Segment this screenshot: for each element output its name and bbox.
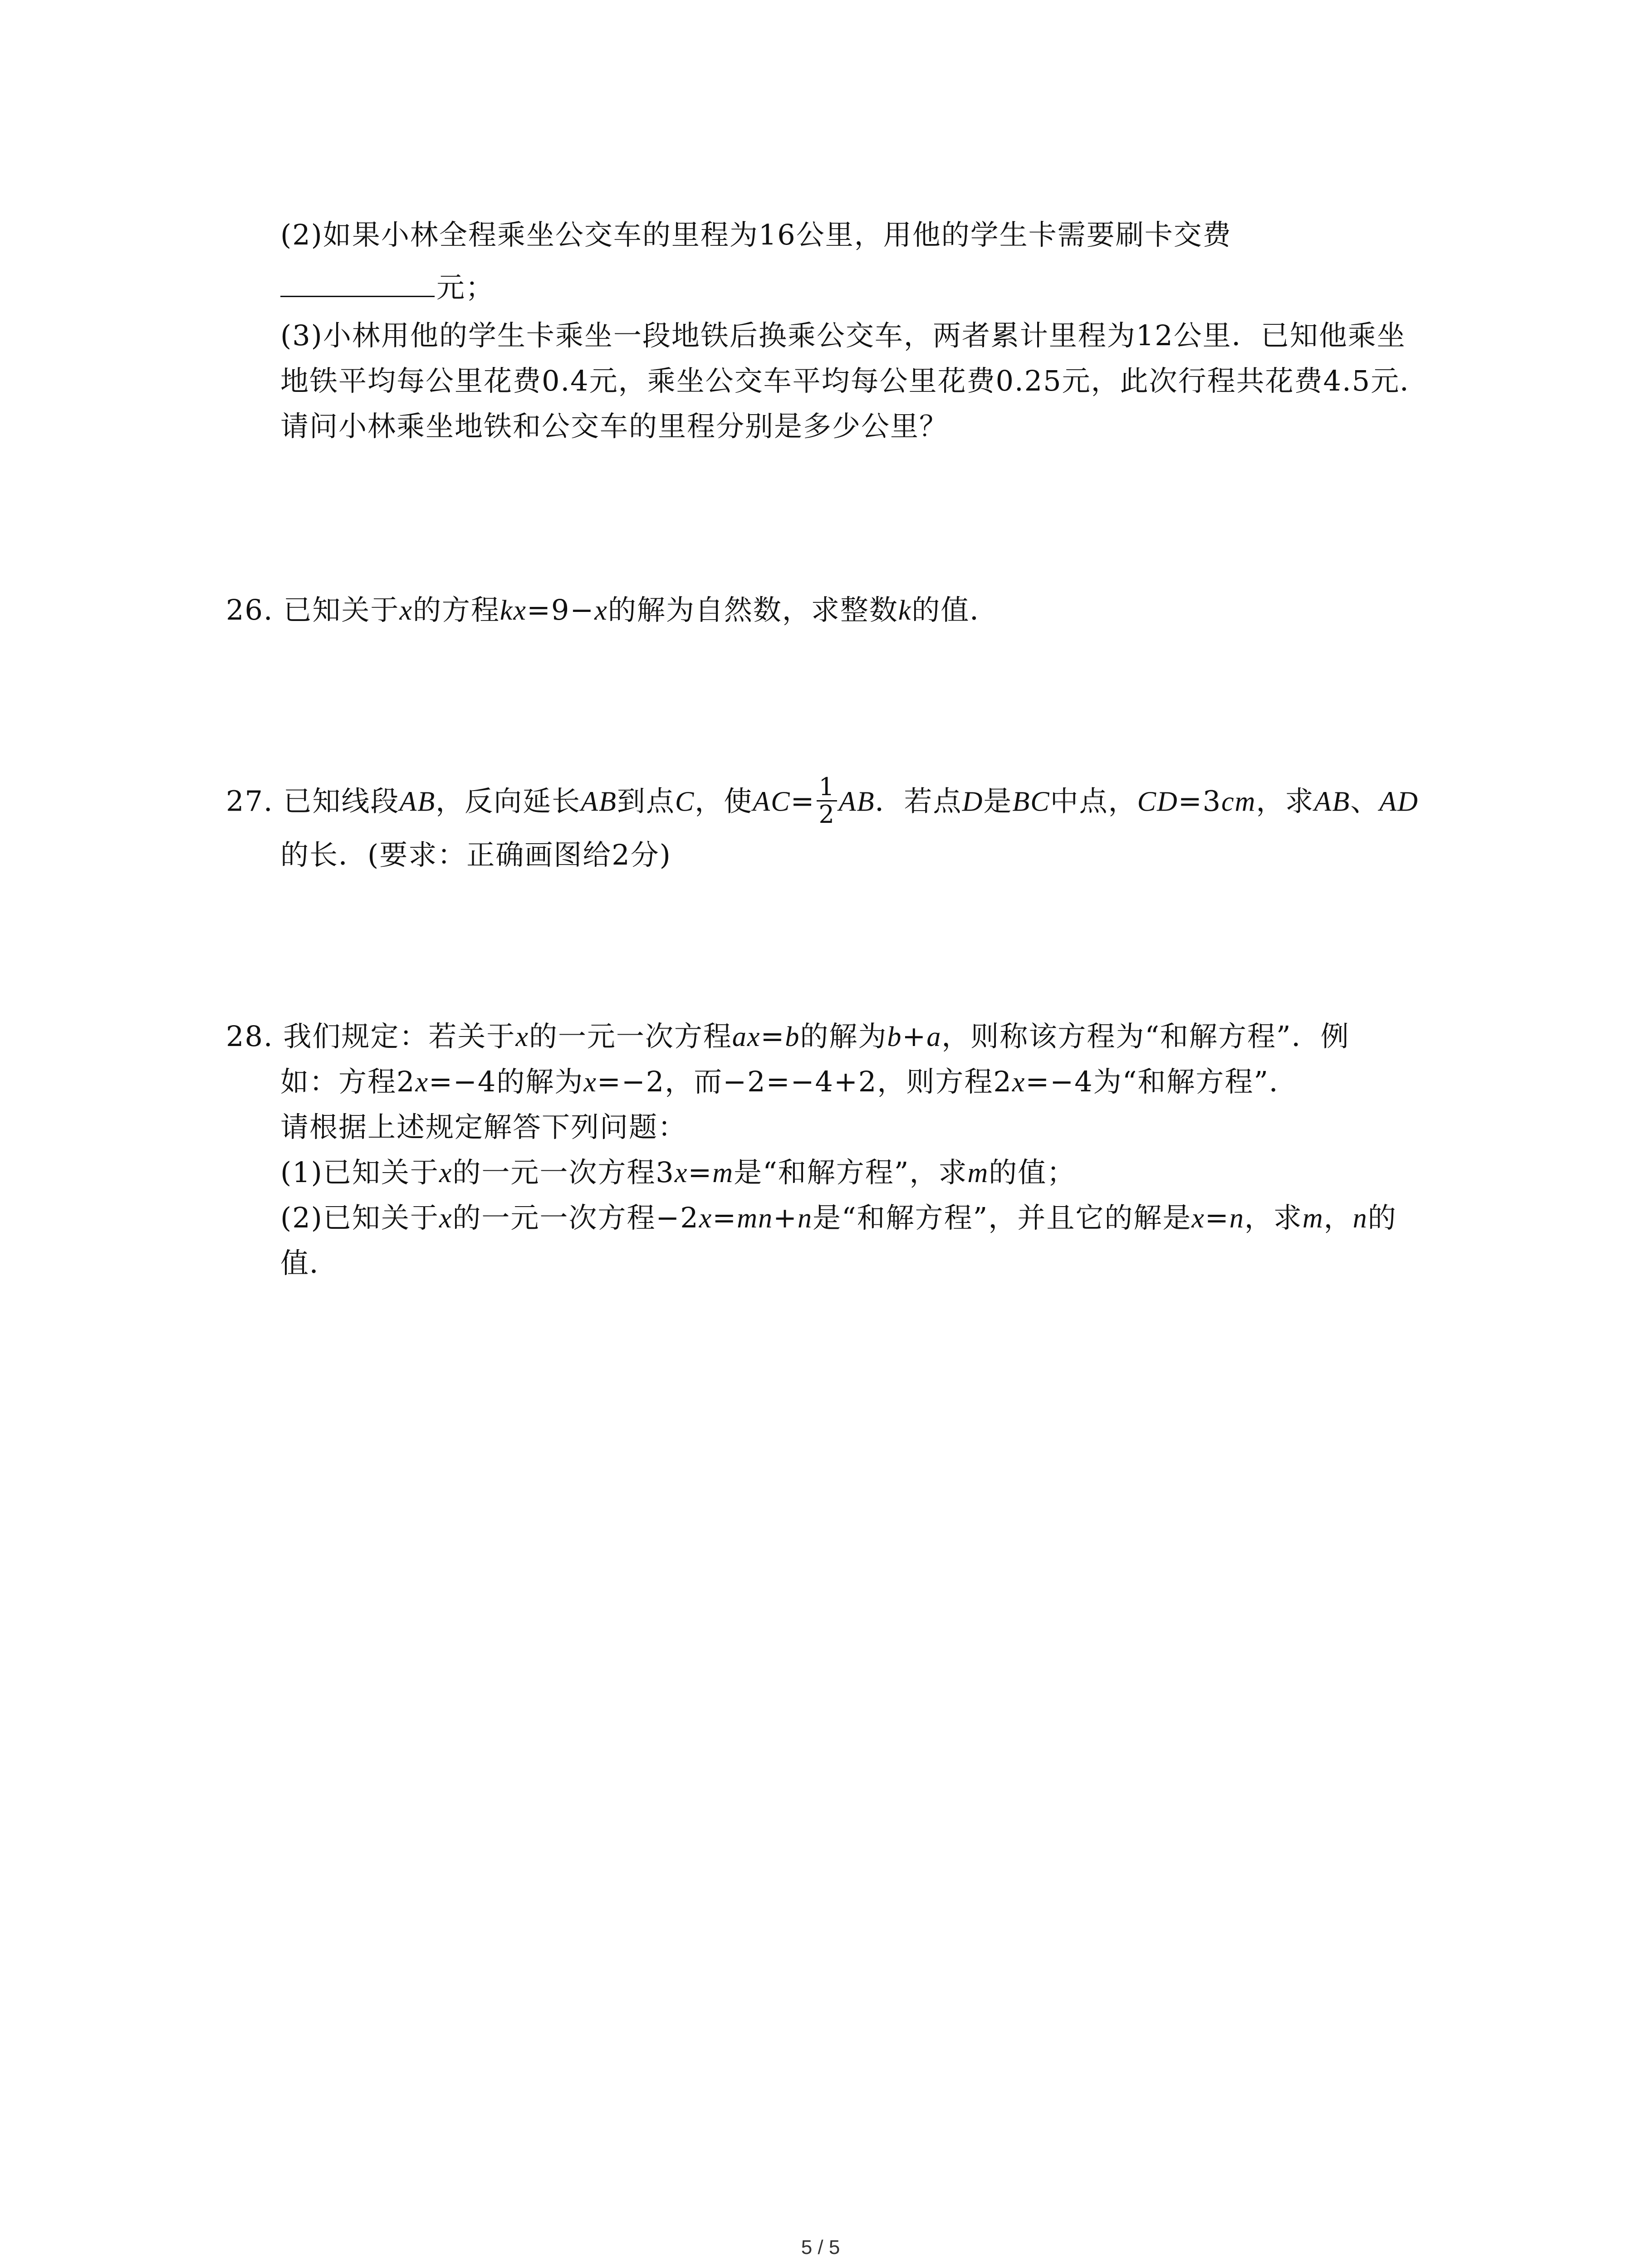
text: 我们规定：若关于 [283,1020,516,1053]
text: (2)已知关于 [280,1201,439,1234]
answer-blank[interactable] [280,268,435,297]
var-ab: AB [581,786,617,817]
q25-part2-line1: (2)如果小林全程乘坐公交车的里程为16公里，用他的学生卡需要刷卡交费 [280,218,1232,251]
var-m: m [967,1158,989,1188]
text: 的 [1367,1201,1397,1234]
var-x: x [699,1203,713,1234]
question-number: 28. [226,1020,274,1053]
text: 已知线段 [283,784,400,818]
text: ．若点 [875,784,962,818]
var-mn: mn [737,1203,774,1234]
text: = [688,1156,713,1189]
text: + [902,1020,927,1053]
text: 的方程 [412,593,500,626]
q25-part2-line2 [280,268,495,306]
text: 的一元一次方程 [529,1020,732,1053]
text: = [790,784,815,818]
text: = [760,1020,785,1053]
text: = [712,1201,737,1234]
var-ac: AC [753,786,791,817]
text: ，求 [1256,784,1314,818]
var-x: x [399,595,413,626]
question-27-line1 [226,772,1419,831]
text: 是 [983,784,1013,818]
text: 是“和解方程”，求 [734,1156,968,1189]
text: 、 [1350,784,1380,818]
var-x: x [583,1067,597,1098]
text: 到点 [617,784,675,818]
question-28-line1 [226,1018,1350,1055]
text: 的一元一次方程3 [452,1156,675,1189]
text: ，使 [695,784,753,818]
var-ad: AD [1379,786,1419,817]
text: 如：方程2 [280,1065,416,1098]
text: 的一元一次方程−2 [452,1201,699,1234]
var-m: m [1302,1203,1324,1234]
question-number: 27. [226,784,274,818]
var-x: x [674,1158,688,1188]
var-x: x [1191,1203,1205,1234]
text: =3 [1178,784,1222,818]
text: 已知关于 [283,593,400,626]
question-26 [226,592,999,629]
var-b: b [785,1022,800,1052]
var-x: x [515,1022,529,1052]
text: = [1205,1201,1230,1234]
text: =−4的解为 [428,1065,584,1098]
var-bc: BC [1012,786,1050,817]
fraction-denominator: 2 [818,800,835,829]
q25-part2-unit: 元； [436,271,495,304]
fraction-numerator: 1 [817,774,837,802]
text: + [773,1201,798,1234]
text: (1)已知关于 [280,1156,439,1189]
question-28-line3: 请根据上述规定解答下列问题： [280,1110,687,1144]
question-28-part1 [280,1154,1076,1191]
var-x: x [594,595,608,626]
var-x: x [439,1158,453,1188]
var-kx: kx [500,595,527,626]
var-ab: AB [1314,786,1351,817]
text: 的值． [911,593,999,626]
text: =−4为“和解方程”． [1025,1065,1298,1098]
var-n: n [1352,1203,1368,1234]
text: 的解为 [800,1020,887,1053]
question-27-line2: 的长．(要求：正确画图给2分) [280,838,671,871]
question-28-part2-line2: 值． [280,1246,339,1280]
question-28-line2 [280,1064,1298,1100]
var-ab: AB [838,786,875,817]
var-c: C [675,786,695,817]
var-n: n [1229,1203,1244,1234]
text: 的值； [989,1156,1076,1189]
fraction-one-half [817,774,837,828]
var-n: n [797,1203,813,1234]
var-x: x [439,1203,453,1234]
q25-part3-line3: 请问小林乘坐地铁和公交车的里程分别是多少公里？ [280,410,949,443]
var-x: x [415,1067,429,1098]
var-k: k [898,595,912,626]
var-ax: ax [732,1022,761,1052]
var-d: D [962,786,984,817]
page-number: 5 / 5 [801,2236,840,2258]
q25-part3-line2: 地铁平均每公里花费0.4元，乘坐公交车平均每公里花费0.25元，此次行程共花费4.5元． [280,364,1429,397]
unit-cm: cm [1221,786,1256,817]
q25-part3-line1: (3)小林用他的学生卡乘坐一段地铁后换乘公交车，两者累计里程为12公里．已知他乘坐 [280,319,1406,352]
var-cd: CD [1137,786,1178,817]
text: ，则称该方程为“和解方程”．例 [941,1020,1350,1053]
text: 中点， [1050,784,1137,818]
var-ab: AB [399,786,436,817]
question-28-part2 [280,1200,1397,1237]
var-b: b [887,1022,902,1052]
text: ，反向延长 [436,784,581,818]
question-number: 26. [226,593,274,626]
text: 是“和解方程”，并且它的解是 [812,1201,1192,1234]
text: ，求 [1244,1201,1303,1234]
var-a: a [926,1022,942,1052]
text: 的解为自然数，求整数 [607,593,898,626]
text: =9− [526,593,595,626]
text: ， [1323,1201,1353,1234]
var-x: x [1012,1067,1026,1098]
text: =−2，而−2=−4+2，则方程2 [597,1065,1012,1098]
var-m: m [712,1158,734,1188]
